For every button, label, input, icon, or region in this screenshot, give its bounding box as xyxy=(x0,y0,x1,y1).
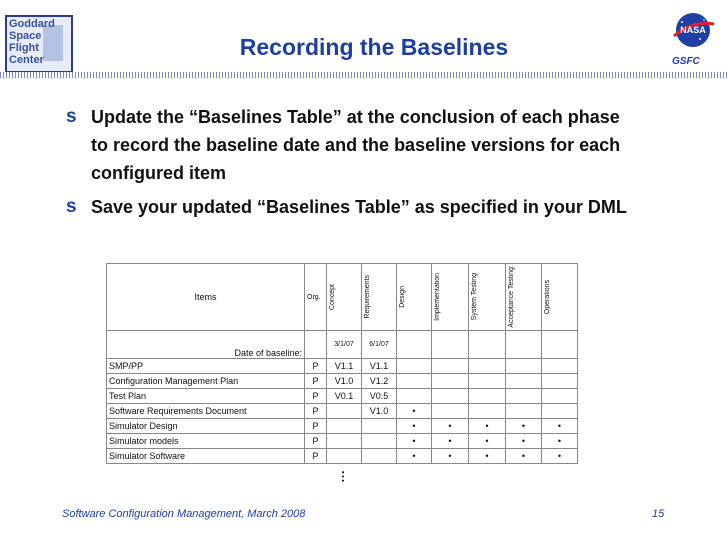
table-row xyxy=(107,389,578,404)
date-row xyxy=(107,331,578,359)
item-cell: Test Plan xyxy=(107,389,305,404)
date-cell: 6/1/07 xyxy=(362,331,397,359)
baselines-table-figure xyxy=(106,263,593,466)
table-row xyxy=(107,404,578,419)
version-cell: V1.2 xyxy=(362,374,397,389)
version-cell: • xyxy=(469,434,506,449)
version-cell: V1.1 xyxy=(362,359,397,374)
version-cell: V0.1 xyxy=(327,389,362,404)
phase-label: Operations xyxy=(544,279,551,315)
version-cell xyxy=(542,404,578,419)
version-cell: • xyxy=(469,449,506,464)
org-cell: P xyxy=(305,434,327,449)
bullet-text-1: Update the “Baselines Table” at the conclusion of each phase to record the baseline date and the baseline versions for each configured item xyxy=(91,107,621,183)
version-cell: • xyxy=(542,434,578,449)
version-cell: V0.5 xyxy=(362,389,397,404)
baselines-table xyxy=(106,263,578,464)
item-cell: Software Requirements Document xyxy=(107,404,305,419)
version-cell xyxy=(506,389,542,404)
version-cell xyxy=(362,434,397,449)
version-cell xyxy=(432,404,469,419)
version-cell xyxy=(327,404,362,419)
org-cell: P xyxy=(305,389,327,404)
version-cell: V1.1 xyxy=(327,359,362,374)
version-cell: • xyxy=(506,419,542,434)
phase-header xyxy=(542,264,578,331)
phase-label: Requirements xyxy=(364,275,371,319)
version-cell: • xyxy=(432,434,469,449)
version-cell xyxy=(542,374,578,389)
date-cell xyxy=(397,331,432,359)
date-label: Date of baseline: xyxy=(107,331,305,359)
version-cell: • xyxy=(542,419,578,434)
title-divider xyxy=(0,72,728,78)
logo-line-2: Space xyxy=(9,30,42,42)
version-cell xyxy=(506,404,542,419)
version-cell: • xyxy=(432,419,469,434)
item-cell: Simulator Design xyxy=(107,419,305,434)
org-header: Org. xyxy=(305,264,327,331)
version-cell: • xyxy=(432,449,469,464)
nasa-badge-text: NASA xyxy=(680,25,706,35)
version-cell xyxy=(397,389,432,404)
phase-label: Concept xyxy=(329,283,336,311)
table-row xyxy=(107,374,578,389)
date-cell xyxy=(469,331,506,359)
version-cell: V1.0 xyxy=(362,404,397,419)
item-cell: Simulator Software xyxy=(107,449,305,464)
phase-label: Implementation xyxy=(434,273,441,321)
date-org-cell xyxy=(305,331,327,359)
version-cell xyxy=(432,359,469,374)
phase-label: Design xyxy=(399,286,406,308)
version-cell: • xyxy=(397,449,432,464)
nasa-meatball-icon xyxy=(670,12,716,48)
org-cell: P xyxy=(305,449,327,464)
footer-text: Software Configuration Management, March 2008 xyxy=(62,508,306,520)
date-cell xyxy=(432,331,469,359)
org-cell: P xyxy=(305,419,327,434)
item-cell: Simulator models xyxy=(107,434,305,449)
version-cell xyxy=(432,389,469,404)
org-cell: P xyxy=(305,359,327,374)
version-cell: • xyxy=(397,404,432,419)
table-row xyxy=(107,419,578,434)
logo-line-3: Flight xyxy=(9,42,39,54)
org-label: GSFC xyxy=(672,56,700,67)
logo-line-4: Center xyxy=(9,54,44,66)
org-cell: P xyxy=(305,374,327,389)
page-number: 15 xyxy=(652,508,665,520)
table-row xyxy=(107,449,578,464)
version-cell: • xyxy=(469,419,506,434)
phase-header xyxy=(362,264,397,331)
items-header: Items xyxy=(107,264,305,331)
version-cell xyxy=(362,449,397,464)
version-cell xyxy=(362,419,397,434)
version-cell xyxy=(506,359,542,374)
table-row xyxy=(107,359,578,374)
version-cell: • xyxy=(397,434,432,449)
version-cell xyxy=(542,389,578,404)
version-cell xyxy=(469,404,506,419)
bullet-text-2: Save your updated “Baselines Table” as specified in your DML xyxy=(91,197,627,217)
logo-line-1: Goddard xyxy=(9,18,55,30)
bullet-marker-2: s xyxy=(66,196,77,217)
phase-header xyxy=(506,264,542,331)
org-cell: P xyxy=(305,404,327,419)
version-cell xyxy=(397,374,432,389)
date-cell xyxy=(542,331,578,359)
continuation-ellipsis: … xyxy=(339,470,354,485)
phase-header xyxy=(432,264,469,331)
header-row xyxy=(107,264,578,331)
version-cell: • xyxy=(397,419,432,434)
phase-label: System Testing xyxy=(471,273,478,321)
version-cell xyxy=(469,374,506,389)
date-cell xyxy=(506,331,542,359)
version-cell: • xyxy=(506,434,542,449)
version-cell xyxy=(327,449,362,464)
phase-label: Acceptance Testing xyxy=(508,266,515,328)
table-row xyxy=(107,434,578,449)
version-cell xyxy=(397,359,432,374)
version-cell: V1.0 xyxy=(327,374,362,389)
version-cell xyxy=(469,359,506,374)
phase-header xyxy=(397,264,432,331)
version-cell xyxy=(327,434,362,449)
version-cell xyxy=(469,389,506,404)
phase-header xyxy=(327,264,362,331)
version-cell xyxy=(542,359,578,374)
table-body xyxy=(107,359,578,464)
phase-header xyxy=(469,264,506,331)
item-cell: Configuration Management Plan xyxy=(107,374,305,389)
version-cell xyxy=(432,374,469,389)
version-cell xyxy=(327,419,362,434)
version-cell xyxy=(506,374,542,389)
slide-title: Recording the Baselines xyxy=(239,34,509,60)
item-cell: SMP/PP xyxy=(107,359,305,374)
bullet-marker-1: s xyxy=(66,106,77,127)
version-cell: • xyxy=(542,449,578,464)
version-cell: • xyxy=(506,449,542,464)
date-cell: 3/1/07 xyxy=(327,331,362,359)
